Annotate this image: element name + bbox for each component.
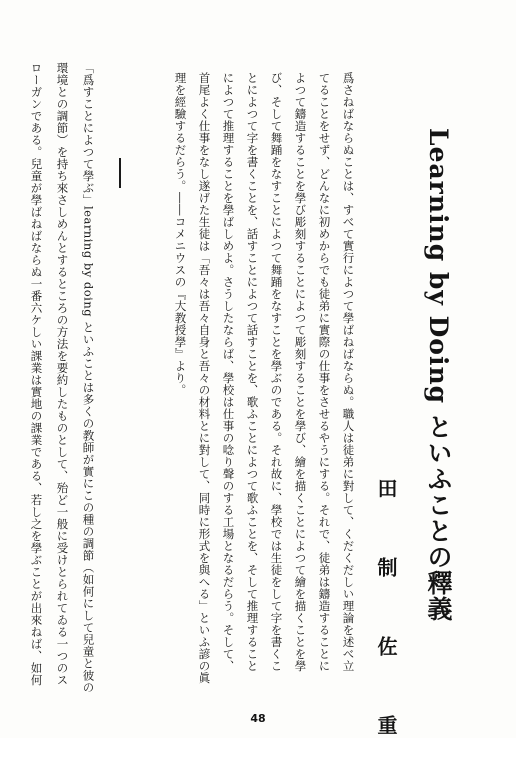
epigraph-line: てることをせず、どんなに初めからでも徒弟に實際の仕事をさせるやうにする。それで、徒弟は鑄造することに [317,72,332,672]
epigraph-line: よつて鑄造することを學び彫刻することによつて彫刻することを學び、繪を描くことによつて繪を描くことを學 [293,72,308,672]
epigraph-line: 爲さねばならぬことは、すべて實行によつて學ばねばならぬ。職人は徒弟に對して、くだくだしい理論を述べ立 [341,72,356,672]
page-number: 48 [250,712,266,725]
epigraph-line: によつて推理することを學ばしめよ。さうしたならば、學校は仕事の唸り聲のする工場となるだらう。そして、 [221,72,236,672]
section-number [112,156,133,172]
epigraph-line: とによつて字を書くことを、話すことによつて話すことを、歌ふことによつて歌ふことを、そして推理すること [245,72,260,672]
epigraph-line: び、そして舞踊をなすことによつて舞踊をなすことを學ぶのである。それ故に、學校では生徒をして字を書くこ [269,72,284,672]
section-number-mark [119,158,121,188]
body-line: 「爲すことによつて學ぶ」learning by doing といふことは多くの教師が實にこの種の調節（如何にして兒童と彼の [81,62,96,694]
epigraph-line: 理を經驗するだらう。――コメニウスの『大教授學』より。 [173,72,188,396]
epigraph-line: 首尾よく仕事をなし遂げた生徒は「吾々は吾々自身と吾々の材料とに對して、同時に形式を與へる」といふ諺の眞 [197,72,212,684]
body-line: ローガンである。兒童が學ばねばならぬ一番六ケしい課業は實地の課業である、若し之を學ぶことが出來ねば、如何 [29,62,44,686]
article-author: 田 制 佐 重 [374,478,398,761]
article-title: Learning by Doing といふことの釋義 [424,128,453,622]
body-line: 環境との調節）を持ち來さしめんとするところの方法を要約したものとして、殆ど一般に受けとられてゐる一つのス [55,62,70,686]
